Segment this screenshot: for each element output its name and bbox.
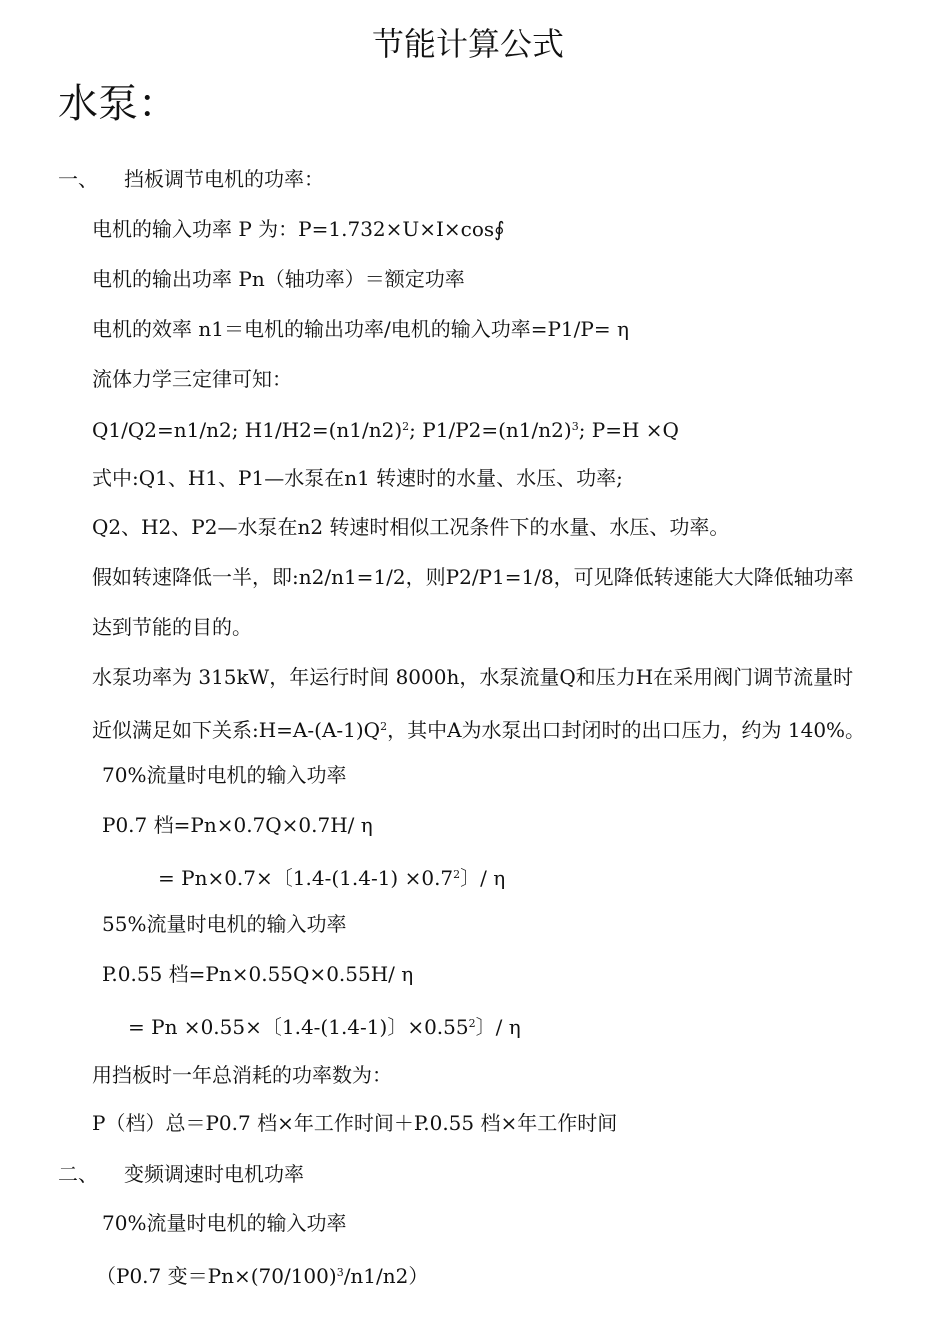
fluid-law-formulas: Q1/Q2=n1/n2; $H1/H2=(n1/n2)^2$; $P1/P2=(n1/n2)^3$; P=H ×Q <box>92 418 679 442</box>
vfd-flow-70-equation: （P0.7 变$=Pn\times(70/100)^3/n1/n2$） <box>96 1264 429 1288</box>
total-consumption-label: 用挡板时一年总消耗的功率数为： <box>92 1063 392 1087</box>
flow-55-equation-1: P.0.55 档=Pn×0.55Q×0.55H/ η <box>102 962 414 986</box>
definition-line-1: 式中:Q1、H1、P1—水泵在n1 转速时的水量、水压、功率; <box>92 466 623 490</box>
fluid-law-intro: 流体力学三定律可知： <box>92 367 292 391</box>
output-power-line: 电机的输出功率 Pn（轴功率）＝额定功率 <box>92 267 465 291</box>
flow-70-equation-1: P0.7 档=Pn×0.7Q×0.7H/ η <box>102 813 373 837</box>
section-2-label: 变频调速时电机功率 <box>124 1162 304 1186</box>
flow-70-title: 70%流量时电机的输入功率 <box>102 763 347 787</box>
pressure-relation-line: 近似满足如下关系$:H=A-(A-1)Q^2$，其中A为水泵出口封闭时的出口压力，约为 140%。 <box>92 718 866 742</box>
section-1-number: 一、 <box>58 167 98 191</box>
flow-55-title: 55%流量时电机的输入功率 <box>102 912 347 936</box>
section-heading: 水泵： <box>58 81 178 127</box>
flow-70-equation-2: = Pn×0.7×〔$1.4-(1.4-1) \times 0.7^2$〕/ η <box>158 866 506 890</box>
total-consumption-equation: P（档）总＝P0.7 档×年工作时间＋P.0.55 档×年工作时间 <box>92 1111 618 1135</box>
section-2-number: 二、 <box>58 1162 98 1186</box>
input-power-line: 电机的输入功率 P 为：P=1.732×U×I×cos∮ <box>92 217 505 241</box>
efficiency-line: 电机的效率 n1＝电机的输出功率/电机的输入功率=P1/P= η <box>92 317 629 341</box>
definition-line-2: Q2、H2、P2—水泵在n2 转速时相似工况条件下的水量、水压、功率。 <box>92 515 730 539</box>
pump-spec-line: 水泵功率为 315kW，年运行时间 8000h，水泵流量Q和压力H在采用阀门调节流量时 <box>92 665 854 689</box>
section-1-label: 挡板调节电机的功率： <box>124 167 324 191</box>
vfd-flow-70-title: 70%流量时电机的输入功率 <box>102 1211 347 1235</box>
flow-55-equation-2: = Pn ×0.55×〔1.4-(1.4-1)〕$\times 0.55^2$〕/ η <box>128 1015 521 1039</box>
half-speed-line: 假如转速降低一半，即:n2/n1=1/2，则P2/P1=1/8，可见降低转速能大大降低轴功率 <box>92 565 854 589</box>
page-title: 节能计算公式 <box>372 25 565 63</box>
energy-saving-line: 达到节能的目的。 <box>92 615 252 639</box>
